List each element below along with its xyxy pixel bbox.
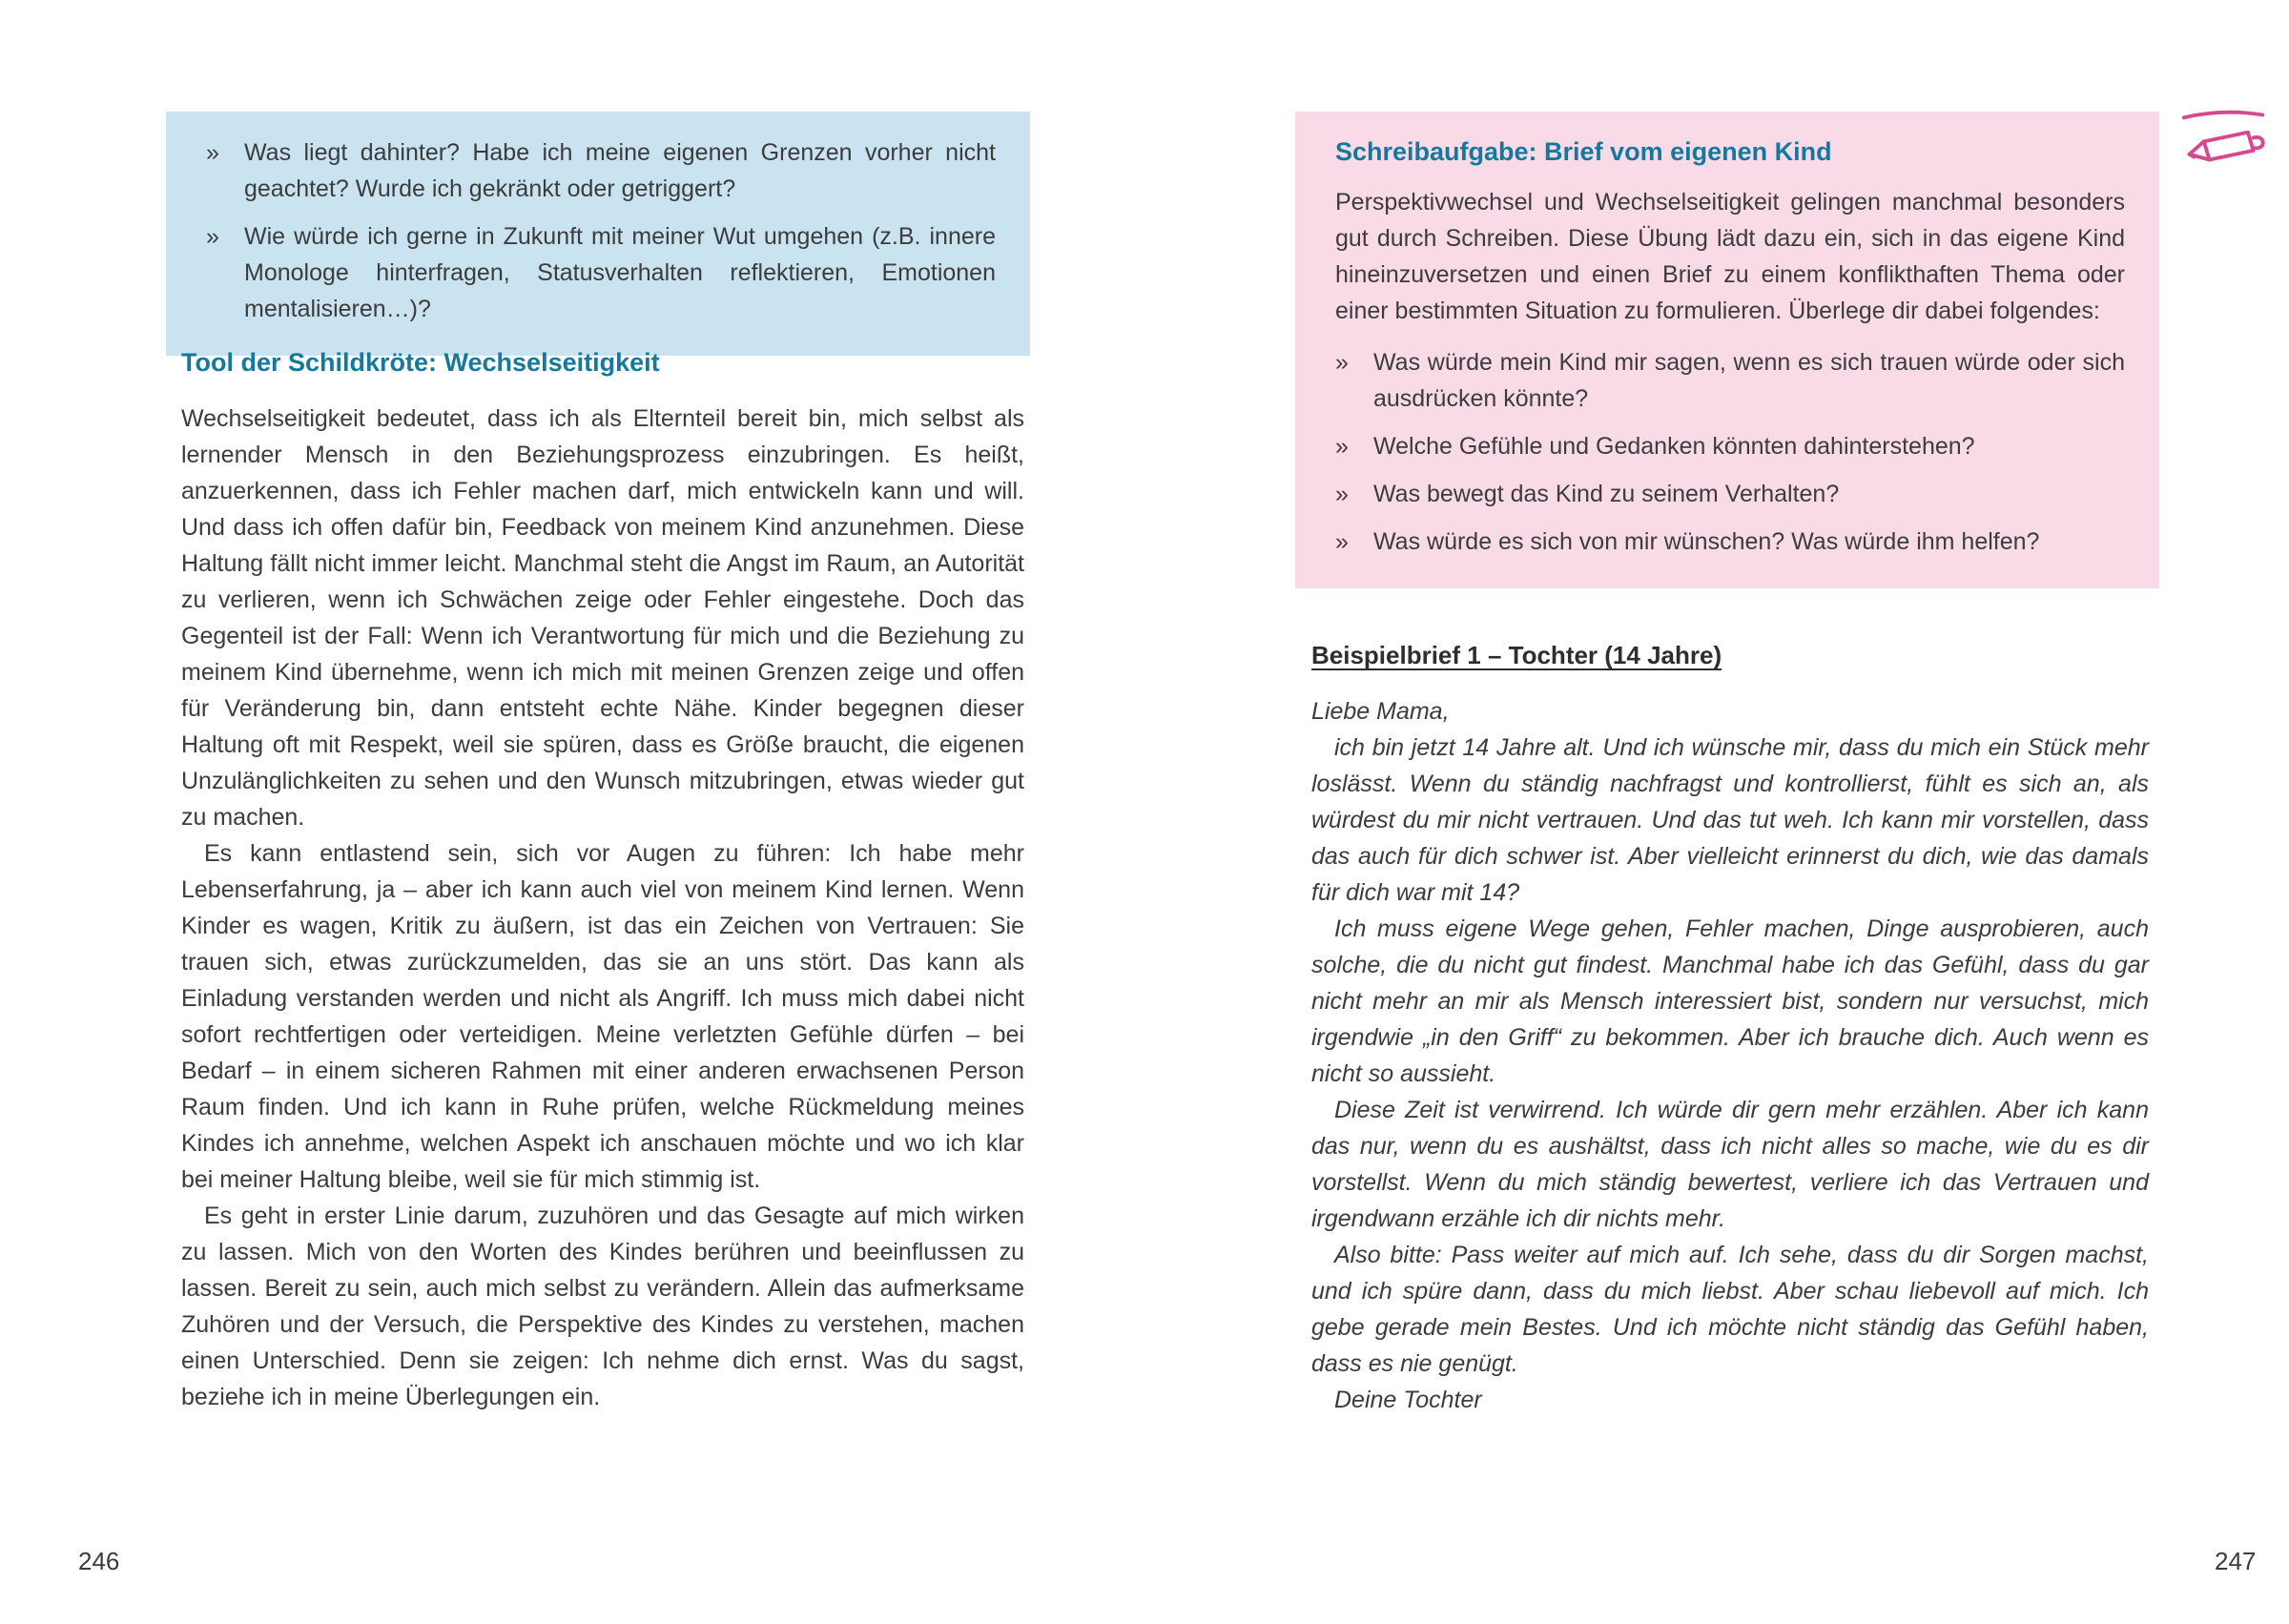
list-item-text: Was bewegt das Kind zu seinem Verhalten? <box>1373 481 1840 507</box>
list-item-text: Was liegt dahinter? Habe ich meine eigenen Grenzen vorher nicht geachtet? Wurde ich gekränkt oder getriggert? <box>244 139 996 202</box>
page-right <box>1144 0 2289 1624</box>
list-item-text: Was würde mein Kind mir sagen, wenn es sich trauen würde oder sich ausdrücken könnte? <box>1373 349 2125 412</box>
page-left <box>0 0 1144 1624</box>
paragraph: Es geht in erster Linie darum, zuzuhören und das Gesagte auf mich wirken zu lassen. Mich von den Worten des Kindes berühren und beeinflussen zu lassen. Bereit zu sein, auch mich selbst zu verändern. Allein das aufmerksame Zuhören und der Versuch, die Perspektive des Kindes zu verstehen, machen einen Unterschied. Denn sie zeigen: Ich nehme dich ernst. Was du sagst, beziehe ich in meine Überlegungen ein. <box>181 1203 1024 1410</box>
list-item-text: Wie würde ich gerne in Zukunft mit meiner Wut umgehen (z.B. innere Monologe hinterfragen, Statusverhalten reflektieren, Emotionen mentalisieren…)? <box>244 223 996 322</box>
task-box-heading: Schreibaufgabe: Brief vom eigenen Kind <box>1335 137 1832 166</box>
letter-paragraph: Also bitte: Pass weiter auf mich auf. Ich sehe, dass du dir Sorgen machst, und ich spüre dann, dass du mich liebst. Aber schau liebevoll auf mich. Ich gebe gerade mein Bestes. Und ich möchte nicht ständig das Gefühl haben, dass es nie genügt. <box>1311 1242 2149 1377</box>
pencil-doodle-icon <box>2176 101 2268 196</box>
letter-signature: Deine Tochter <box>1334 1387 1482 1413</box>
page-number-left: 246 <box>78 1547 120 1575</box>
list-item <box>1335 476 2125 512</box>
bullet-marker: » <box>1335 528 1349 555</box>
list-item <box>1335 428 2125 464</box>
page-number-right: 247 <box>2215 1547 2257 1575</box>
bullet-marker: » <box>1335 481 1349 507</box>
bullet-marker: » <box>1335 433 1349 460</box>
writing-task-box <box>1295 112 2159 588</box>
list-item-text: Was würde es sich von mir wünschen? Was würde ihm helfen? <box>1373 528 2040 555</box>
letter-paragraph: ich bin jetzt 14 Jahre alt. Und ich wünsche mir, dass du mich ein Stück mehr loslässt. Wenn du ständig nachfragst und kontrollierst, fühlt es sich an, als würdest du mir nicht vertrauen. Und das tut weh. Ich kann mir vorstellen, dass das auch für dich schwer ist. Aber vielleicht erinnerst du dich, wie das damals für dich war mit 14? <box>1311 734 2149 906</box>
task-box-intro: Perspektivwechsel und Wechselseitigkeit gelingen manchmal besonders gut durch Schreiben. Diese Übung lädt dazu ein, sich in das eigene Kind hineinzuversetzen und einen Brief zu einem konflikthaften Thema oder einer bestimmten Situation zu formulieren. Überlege dir dabei folgendes: <box>1335 189 2125 324</box>
letter-paragraph: Ich muss eigene Wege gehen, Fehler machen, Dinge ausprobieren, auch solche, die du nicht gut findest. Manchmal habe ich das Gefühl, dass du gar nicht mehr an mir als Mensch interessiert bist, sondern nur versuchst, mich irgendwie „in den Griff“ zu bekommen. Aber ich brauche dich. Auch wenn es nicht so aussieht. <box>1311 915 2149 1087</box>
letter-paragraph: Diese Zeit ist verwirrend. Ich würde dir gern mehr erzählen. Aber ich kann das nur, wenn du es aushältst, dass ich nicht alles so mache, wie du es dir vorstellst. Wenn du mich ständig bewertest, verliere ich das Vertrauen und irgendwann erzähle ich dir nichts mehr. <box>1311 1097 2149 1232</box>
letter-salutation: Liebe Mama, <box>1311 698 1450 725</box>
bullet-marker: » <box>1335 349 1349 376</box>
section-wechselseitigkeit <box>181 345 1024 1415</box>
bullet-marker: » <box>206 223 219 250</box>
bullet-marker: » <box>206 139 219 166</box>
paragraph: Wechselseitigkeit bedeutet, dass ich als Elternteil bereit bin, mich selbst als lernender Mensch in den Beziehungsprozess einzubringen. Es heißt, anzuerkennen, dass ich Fehler machen darf, mich entwickeln kann und will. Und dass ich offen dafür bin, Feedback von meinem Kind anzunehmen. Diese Haltung fällt nicht immer leicht. Manchmal steht die Angst im Raum, an Autorität zu verlieren, wenn ich Schwächen zeige oder Fehler eingestehe. Doch das Gegenteil ist der Fall: Wenn ich Verantwortung für mich und die Beziehung zu meinem Kind übernehme, wenn ich mich mit meinen Grenzen zeige und offen für Veränderung bin, dann entsteht echte Nähe. Kinder begegnen dieser Haltung oft mit Respekt, weil sie spüren, dass es Größe braucht, die eigenen Unzulänglichkeiten zu sehen und den Wunsch mitzubringen, etwas wieder gut zu machen. <box>181 405 1024 831</box>
section-heading: Tool der Schildkröte: Wechselseitigkeit <box>181 348 660 377</box>
list-item <box>206 218 996 327</box>
list-item <box>1335 524 2125 560</box>
list-item <box>1335 344 2125 417</box>
reflection-questions-box <box>166 112 1030 356</box>
letter-heading: Beispielbrief 1 – Tochter (14 Jahre) <box>1311 641 1722 669</box>
example-letter-section <box>1311 641 2149 1418</box>
list-item-text: Welche Gefühle und Gedanken könnten dahinterstehen? <box>1373 433 1975 460</box>
list-item <box>206 134 996 207</box>
paragraph: Es kann entlastend sein, sich vor Augen zu führen: Ich habe mehr Lebenserfahrung, ja – aber ich kann auch viel von meinem Kind lernen. Wenn Kinder es wagen, Kritik zu äußern, ist das ein Zeichen von Vertrauen: Sie trauen sich, etwas zurückzumelden, das sie an uns stört. Das kann als Einladung verstanden werden und nicht als Angriff. Ich muss mich dabei nicht sofort rechtfertigen oder verteidigen. Meine verletzten Gefühle dürfen – bei Bedarf – in einem sicheren Rahmen mit einer anderen erwachsenen Person Raum finden. Und ich kann in Ruhe prüfen, welche Rückmeldung meines Kindes ich annehme, welchen Aspekt ich anschauen möchte und wo ich klar bei meiner Haltung bleibe, weil sie für mich stimmig ist. <box>181 840 1024 1193</box>
